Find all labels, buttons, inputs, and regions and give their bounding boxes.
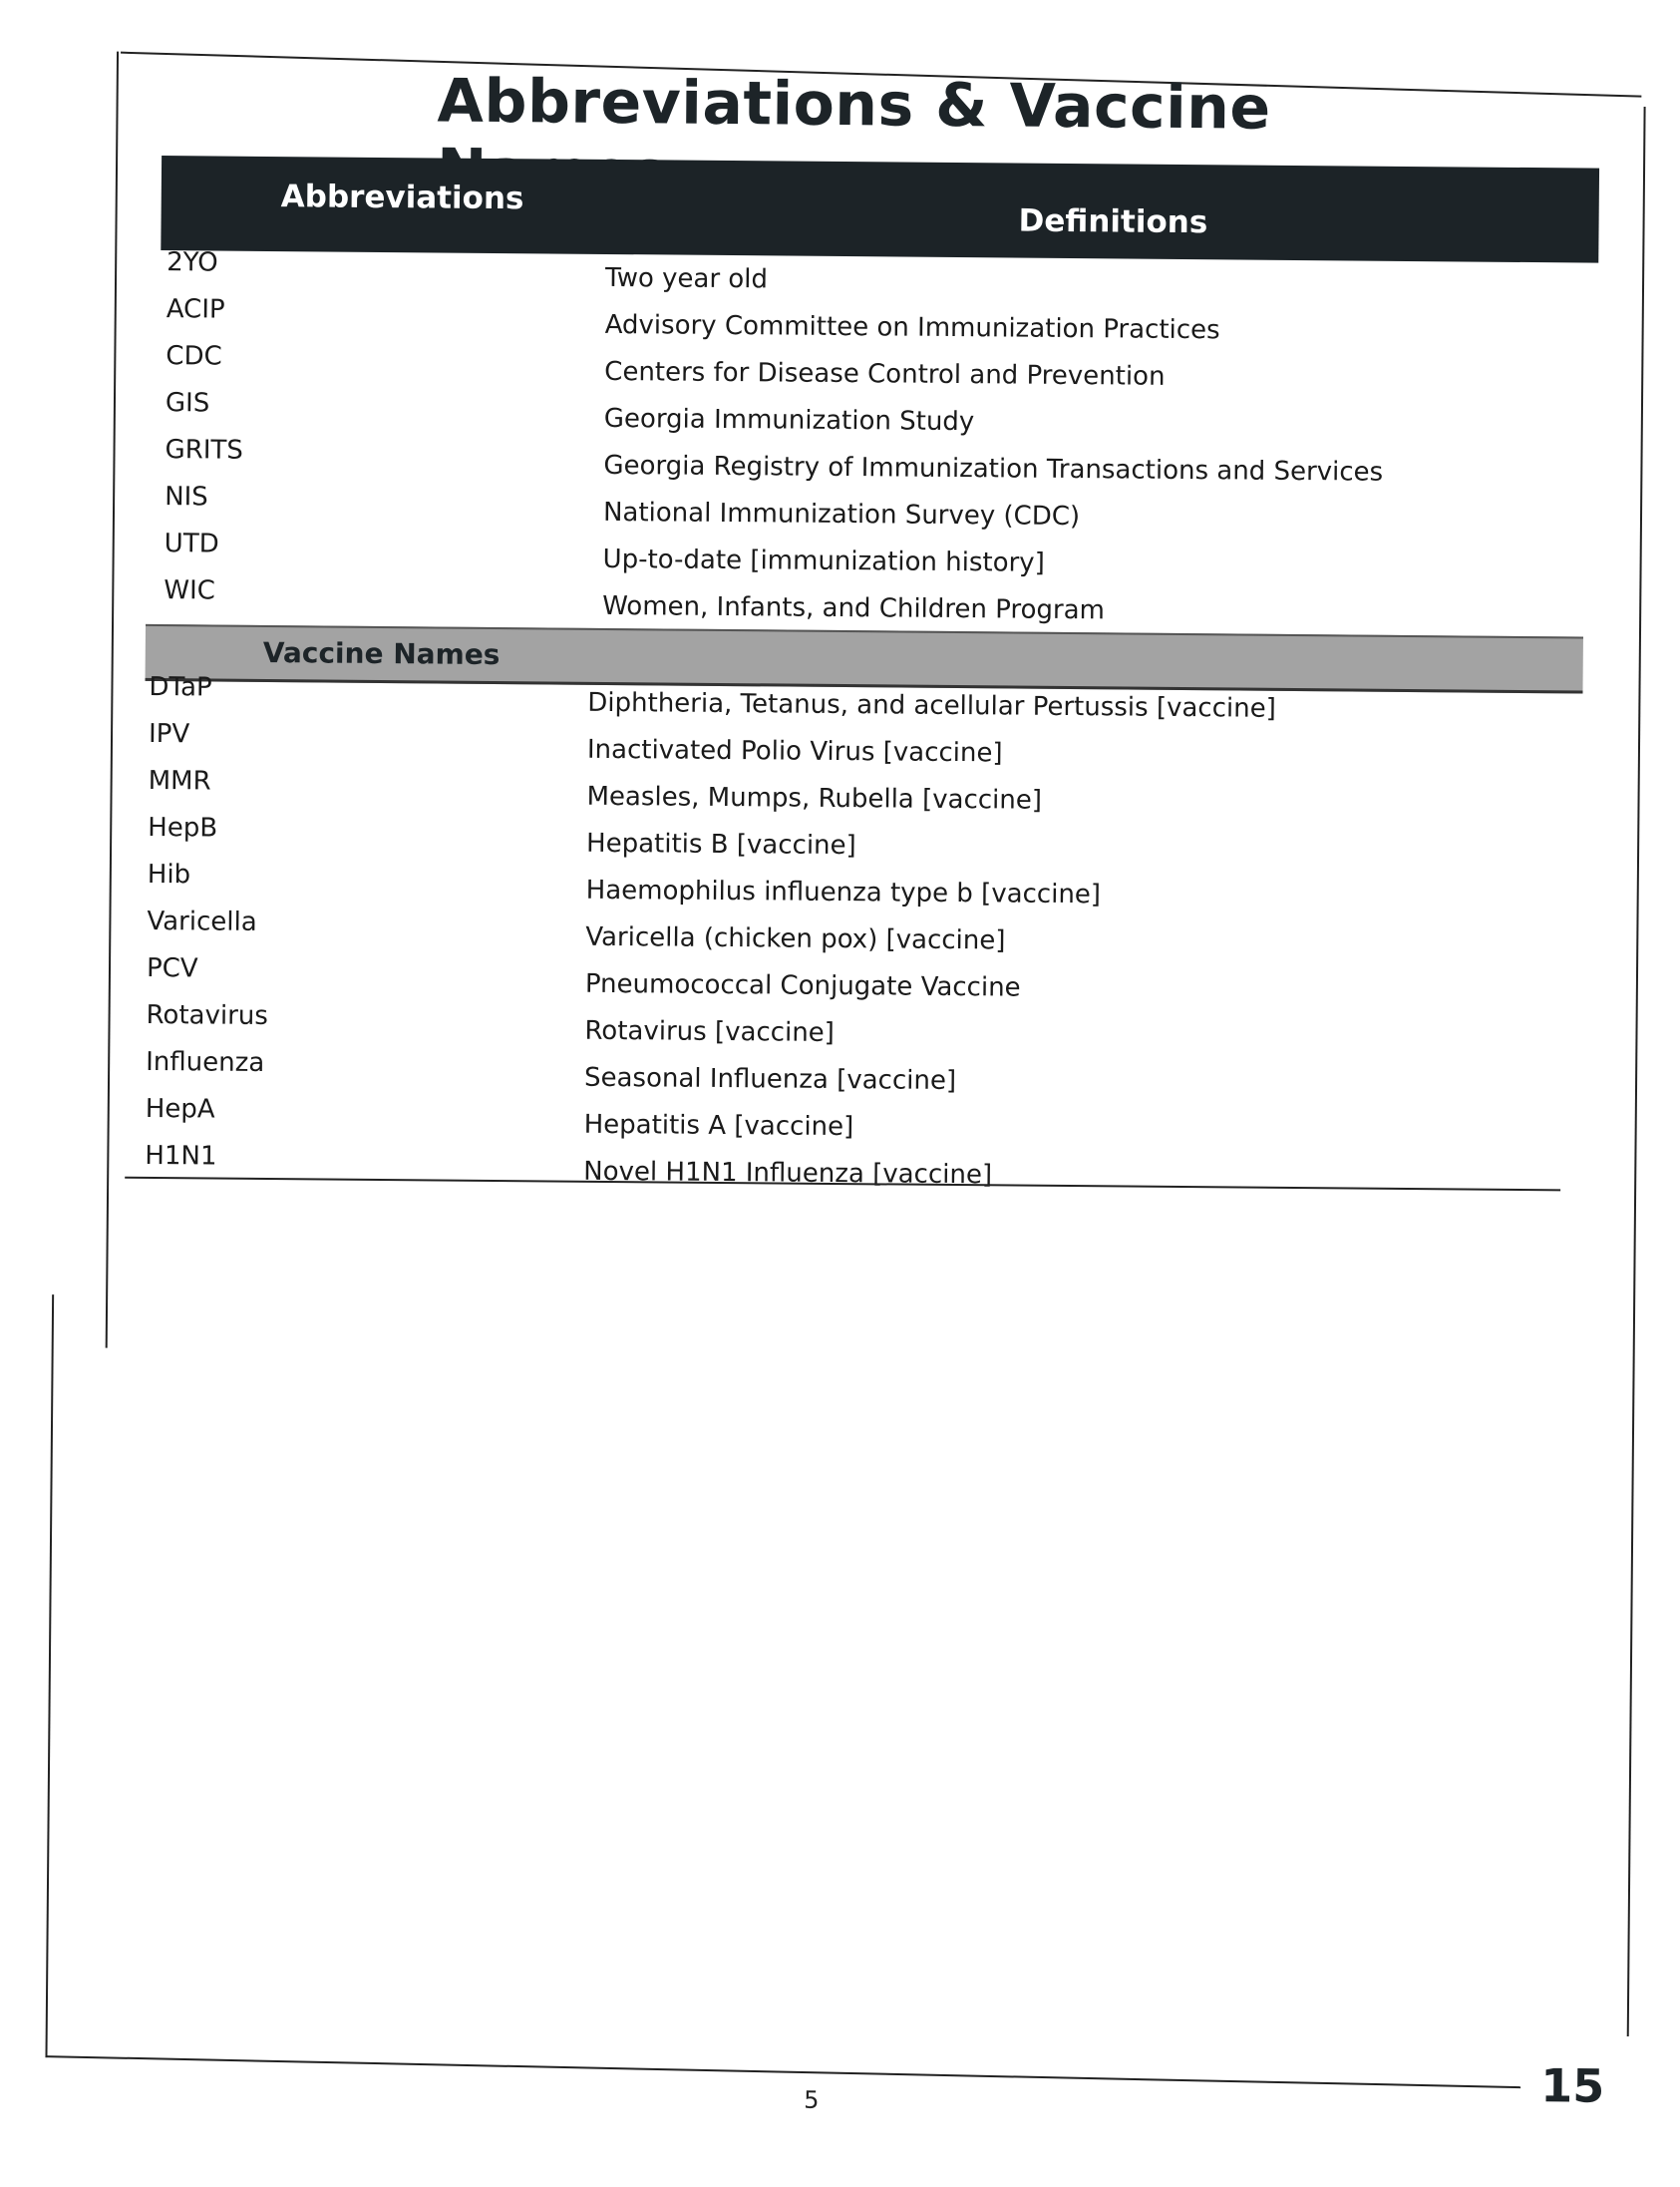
abbreviation-cell: GIS <box>165 388 210 419</box>
vaccine-names-list <box>139 666 1580 1195</box>
abbreviation-cell: UTD <box>164 529 219 559</box>
abbreviations-list <box>158 241 1598 629</box>
abbreviation-cell: HepB <box>148 812 218 844</box>
definition-cell: Varicella (chicken pox) [vaccine] <box>585 921 1006 956</box>
abbreviation-cell: Varicella <box>147 906 257 937</box>
definition-cell: Rotavirus [vaccine] <box>584 1015 836 1048</box>
abbreviations-column-header: Abbreviations <box>280 179 524 217</box>
abbreviation-cell: DTaP <box>149 671 212 703</box>
definition-cell: Measles, Mumps, Rubella [vaccine] <box>586 781 1043 816</box>
frame-bottom-rule <box>45 2055 1520 2088</box>
abbreviation-cell: GRITS <box>165 435 243 466</box>
definition-cell: Two year old <box>604 262 769 295</box>
definition-cell: Haemophilus influenza type b [vaccine] <box>585 875 1102 911</box>
frame-left-lower-rule <box>45 1294 54 2057</box>
abbreviation-cell: WIC <box>164 575 215 606</box>
page-title: Abbreviations & Vaccine <box>437 66 1271 144</box>
definition-cell: Novel H1N1 Influenza [vaccine] <box>583 1156 993 1191</box>
definition-cell: Georgia Registry of Immunization Transactions and Services <box>603 450 1384 488</box>
definition-cell: Inactivated Polio Virus [vaccine] <box>586 734 1003 769</box>
abbreviation-cell: NIS <box>165 482 208 513</box>
abbreviation-cell: PCV <box>146 952 198 984</box>
definition-cell: Hepatitis A [vaccine] <box>583 1109 854 1143</box>
definition-cell: Georgia Immunization Study <box>603 403 975 438</box>
frame-right-rule <box>1627 107 1646 2036</box>
definition-cell: Hepatitis B [vaccine] <box>585 828 856 862</box>
abbreviation-cell: H1N1 <box>145 1140 217 1172</box>
definition-cell: Pneumococcal Conjugate Vaccine <box>584 968 1021 1003</box>
abbreviation-cell: ACIP <box>166 294 225 325</box>
vaccine-names-label: Vaccine Names <box>262 635 501 672</box>
abbreviation-cell: Influenza <box>146 1046 265 1078</box>
definitions-column-header: Definitions <box>1018 202 1208 241</box>
definition-cell: Up-to-date [immunization history] <box>602 544 1045 578</box>
abbreviation-cell: HepA <box>145 1093 215 1125</box>
definition-cell: Women, Infants, and Children Program <box>602 590 1106 626</box>
folio-number: 5 <box>804 2085 820 2114</box>
definition-cell: National Immunization Survey (CDC) <box>602 497 1081 533</box>
abbreviation-cell: 2YO <box>167 247 218 278</box>
abbreviation-cell: MMR <box>148 765 211 797</box>
abbreviation-cell: CDC <box>166 341 222 372</box>
definition-cell: Centers for Disease Control and Prevention <box>604 356 1166 392</box>
definition-cell: Diphtheria, Tetanus, and acellular Pertussis [vaccine] <box>587 687 1276 724</box>
abbreviation-cell: Hib <box>147 859 191 891</box>
definition-cell: Seasonal Influenza [vaccine] <box>583 1062 957 1097</box>
definition-cell: Advisory Committee on Immunization Practices <box>604 309 1220 346</box>
frame-left-rule <box>106 52 119 1348</box>
abbreviation-cell: IPV <box>148 718 190 750</box>
page-number: 15 <box>1540 2058 1605 2113</box>
abbreviation-cell: Rotavirus <box>146 999 268 1032</box>
